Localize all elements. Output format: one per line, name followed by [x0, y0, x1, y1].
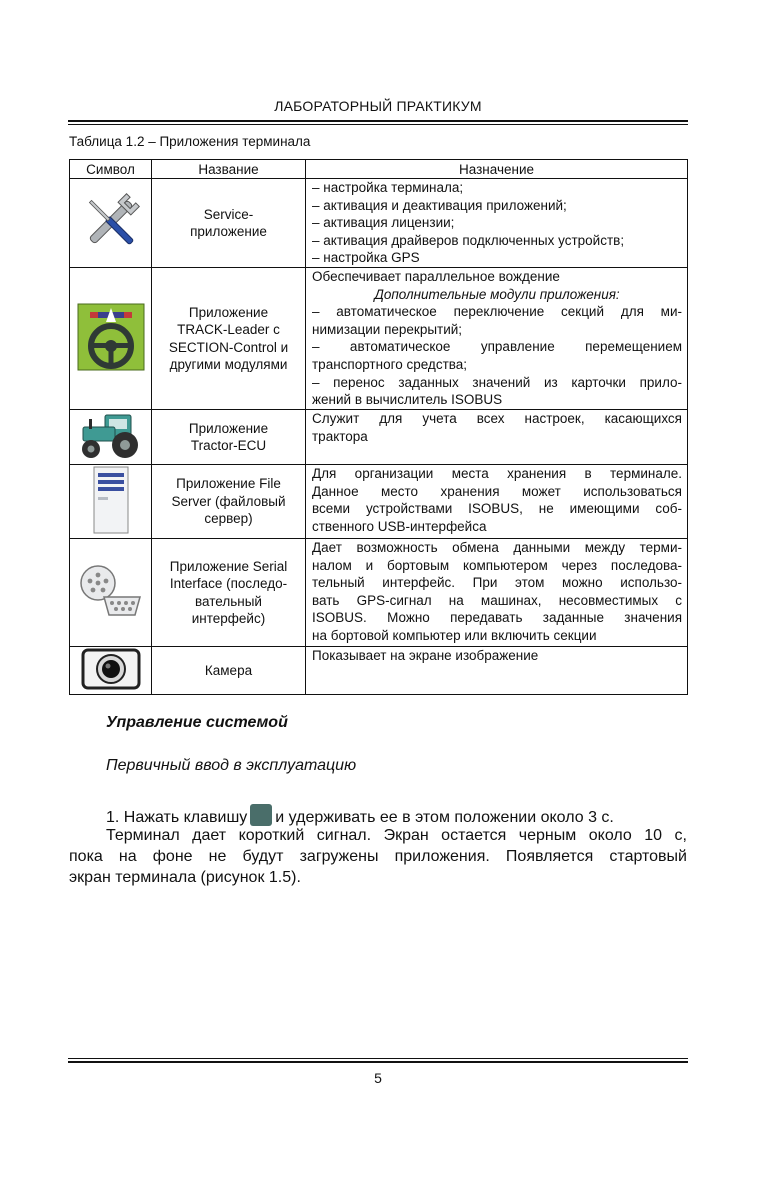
name-cell: Service- приложение: [152, 179, 306, 268]
terminal-paragraph: [69, 825, 687, 888]
symbol-cell: [70, 410, 152, 465]
footer-rule-thin: [68, 1058, 688, 1059]
purpose-cell: Показывает на экране изображение: [306, 647, 688, 695]
table-caption: Таблица 1.2 – Приложения терминала: [69, 134, 311, 149]
symbol-cell: [70, 179, 152, 268]
header-rule: [68, 120, 688, 122]
symbol-cell: [70, 647, 152, 695]
purpose-cell: Дает возможность обмена данными между терми- налом и бортовым компьютером через последова- тельный интерфейс. При этом можно использо- вать GPS-сигнал на машинах, несовместимых с ISOBUS. Можно передавать заданные значения на бортовой компьютер или включить секции: [306, 539, 688, 647]
table-row: [70, 410, 688, 465]
table-row: [70, 268, 688, 410]
table-header-row: [70, 160, 688, 179]
name-cell: Приложение Serial Interface (последо- вательный интерфейс): [152, 539, 306, 647]
serial-connector-icon: [76, 561, 146, 621]
name-cell: Приложение File Server (файловый сервер): [152, 465, 306, 539]
purpose-cell: Для организации места хранения в терминале. Данное место хранения может использоваться всеми устройствами ISOBUS, не имеющими соб- ственного USB-интерфейса: [306, 465, 688, 539]
camera-icon: [80, 647, 142, 691]
power-key-icon: [250, 804, 272, 826]
steering-wheel-icon: [76, 302, 146, 372]
section-subheading: Первичный ввод в эксплуатацию: [106, 757, 357, 774]
step-1-continuation: и удерживать ее в этом положении около 3 с.: [275, 809, 614, 826]
section-heading: Управление системой: [106, 714, 288, 731]
table-row: [70, 179, 688, 268]
step-1-text: 1. Нажать клавишу: [106, 809, 248, 826]
paragraph-line: пока на фоне не будут загружены приложения. Появляется стартовый: [69, 848, 687, 865]
paragraph-line: Терминал дает короткий сигнал. Экран остается черным около 10 с,: [106, 827, 687, 844]
purpose-cell: Служит для учета всех настроек, касающихся трактора: [306, 410, 688, 465]
symbol-cell: [70, 465, 152, 539]
column-header-purpose: Назначение: [306, 160, 688, 179]
symbol-cell: [70, 268, 152, 410]
page-number: 5: [374, 1070, 382, 1086]
name-cell: Камера: [152, 647, 306, 695]
name-cell: Приложение TRACK-Leader с SECTION-Control и другими модулями: [152, 268, 306, 410]
purpose-cell: – настройка терминала; – активация и деактивация приложений; – активация лицензии; – активация драйверов подключенных устройств; – настройка GPS: [306, 179, 688, 268]
paragraph-line: экран терминала (рисунок 1.5).: [69, 869, 301, 886]
table-row: [70, 647, 688, 695]
footer-rule: [68, 1061, 688, 1063]
name-cell: Приложение Tractor-ECU: [152, 410, 306, 465]
tools-icon: [76, 187, 146, 257]
column-header-name: Название: [152, 160, 306, 179]
applications-table: [69, 159, 688, 695]
table-row: [70, 539, 688, 647]
running-header: ЛАБОРАТОРНЫЙ ПРАКТИКУМ: [274, 98, 482, 114]
header-rule-thin: [68, 124, 688, 125]
tractor-icon: [75, 411, 147, 461]
symbol-cell: [70, 539, 152, 647]
column-header-symbol: Символ: [70, 160, 152, 179]
purpose-cell: Обеспечивает параллельное вождение Дополнительные модули приложения: – автоматическое переключение секций для ми- нимизации перекрытий; – автоматическое управление перемещением транспортного средства; – перенос заданных значений из карточки прило- жений в вычислитель ISOBUS: [306, 268, 688, 410]
table-row: [70, 465, 688, 539]
file-server-icon: [86, 465, 136, 535]
